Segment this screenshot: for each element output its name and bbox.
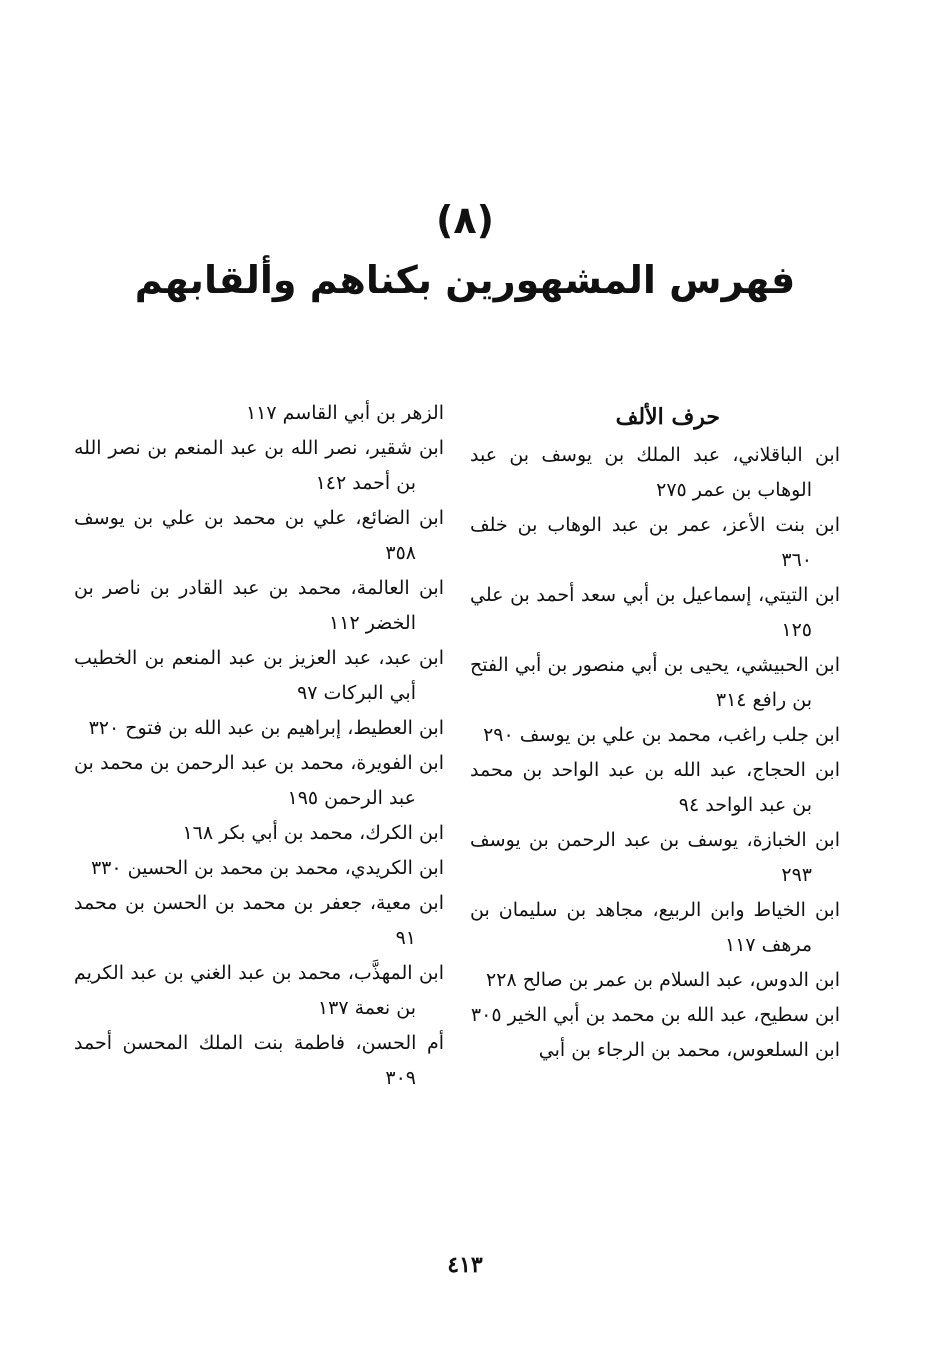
- letter-heading: حرف الألف: [615, 404, 720, 430]
- entry: الزهر بن أبي القاسم ١١٧: [245, 402, 444, 424]
- entry: ابن السلعوس، محمد بن الرجاء بن أبي: [538, 1039, 840, 1061]
- entry: ابن شقير، نصر الله بن عبد المنعم بن نصر الله بن أحمد ١٤٢: [74, 437, 444, 494]
- index-column-right: [470, 396, 840, 1068]
- entry: ابن عبد، عبد العزيز بن عبد المنعم بن الخطيب أبي البركات ٩٧: [74, 647, 444, 704]
- entry: ابن التيتي، إسماعيل بن أبي سعد أحمد بن علي ١٢٥: [470, 584, 840, 641]
- entry: ابن الضائع، علي بن محمد بن علي بن يوسف ٣٥٨: [74, 507, 444, 564]
- page-title: فهرس المشهورين بكناهم وألقابهم: [134, 258, 796, 302]
- entry: ابن الحبيشي، يحيى بن أبي منصور بن أبي الفتح بن رافع ٣١٤: [470, 654, 840, 711]
- entry: ابن الدوس، عبد السلام بن عمر بن صالح ٢٢٨: [486, 969, 840, 991]
- section-number: (٨): [436, 198, 494, 242]
- page-number: ٤١٣: [447, 1252, 483, 1278]
- entry: ابن الباقلاني، عبد الملك بن يوسف بن عبد الوهاب بن عمر ٢٧٥: [470, 444, 840, 501]
- entry: أم الحسن، فاطمة بنت الملك المحسن أحمد ٣٠٩: [74, 1032, 444, 1089]
- entry: ابن جلب راغب، محمد بن علي بن يوسف ٢٩٠: [483, 724, 840, 746]
- entry: ابن سطيح، عبد الله بن محمد بن أبي الخير ٣٠٥: [470, 1004, 840, 1026]
- entry: ابن الخبازة، يوسف بن عبد الرحمن بن يوسف ٢٩٣: [470, 829, 840, 886]
- entry: ابن معية، جعفر بن محمد بن الحسن بن محمد ٩١: [74, 892, 444, 949]
- entry: ابن الفويرة، محمد بن عبد الرحمن بن محمد بن عبد الرحمن ١٩٥: [74, 752, 444, 809]
- entry: ابن الحجاج، عبد الله بن عبد الواحد بن محمد بن عبد الواحد ٩٤: [470, 759, 840, 816]
- entry: ابن العالمة، محمد بن عبد القادر بن ناصر بن الخضر ١١٢: [74, 577, 444, 634]
- entry: ابن العطيط، إبراهيم بن عبد الله بن فتوح ٣٢٠: [88, 717, 444, 739]
- entry: ابن الخياط وابن الربيع، مجاهد بن سليمان بن مرهف ١١٧: [470, 899, 840, 956]
- entry: ابن المهذَّب، محمد بن عبد الغني بن عبد الكريم بن نعمة ١٣٧: [74, 962, 444, 1019]
- entry: ابن الكرك، محمد بن أبي بكر ١٦٨: [182, 822, 444, 844]
- entry: ابن بنت الأعز، عمر بن عبد الوهاب بن خلف ٣٦٠: [470, 514, 840, 571]
- entry: ابن الكريدي، محمد بن محمد بن الحسين ٣٣٠: [90, 857, 444, 879]
- index-column-left: [74, 396, 444, 1096]
